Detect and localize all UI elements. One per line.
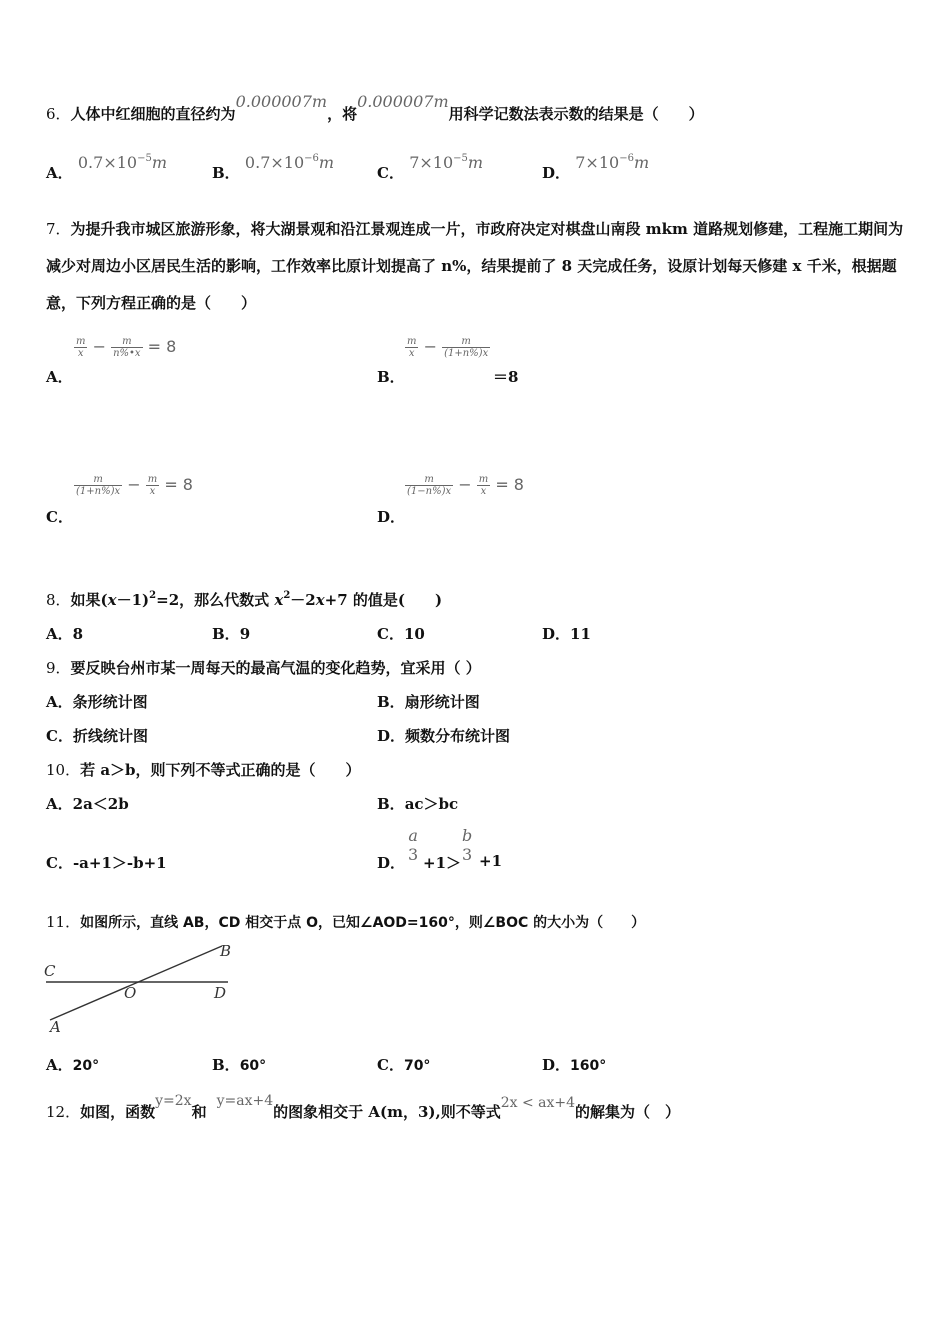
question-text: 如图，函数 <box>80 1103 156 1121</box>
question-number: 11． <box>46 913 81 931</box>
intersecting-lines-figure <box>44 940 240 1036</box>
option-label: A． <box>46 795 73 813</box>
exponent: 2 <box>149 590 157 601</box>
question-text: =2，那么代数式 <box>156 591 275 609</box>
option-label: C． <box>377 1056 404 1074</box>
option-label: D． <box>377 508 406 526</box>
operator: − <box>127 475 141 494</box>
fraction <box>146 474 159 497</box>
option-value: ac＞bc <box>404 795 459 813</box>
denominator: 3 <box>408 845 419 864</box>
option-label: B． <box>212 164 240 182</box>
right-hand-side: ＝8 <box>493 368 519 386</box>
question-text: 的图象相交于 A(m，3),则不等式 <box>273 1103 501 1121</box>
right-hand-side: = 8 <box>147 337 177 356</box>
option-label: A． <box>46 164 73 182</box>
fraction <box>111 336 142 359</box>
numerator: m <box>93 474 103 485</box>
operator-text: +1 <box>479 852 503 870</box>
math-expression <box>575 153 649 172</box>
denominator: 3 <box>462 845 473 864</box>
option-c <box>46 852 167 873</box>
variable: x <box>315 591 325 609</box>
fraction <box>74 474 122 497</box>
option-value: 8 <box>72 625 84 643</box>
numerator: m <box>461 336 471 347</box>
question-12 <box>46 1093 681 1122</box>
option-label: B． <box>377 795 405 813</box>
denominator: n%•x <box>113 348 141 359</box>
option-label: D． <box>542 164 571 182</box>
fraction <box>74 336 87 359</box>
label-b: B <box>220 942 232 960</box>
option-a <box>46 623 83 644</box>
option-value: 9 <box>239 625 251 643</box>
equation <box>74 336 176 359</box>
option-label: D． <box>542 1056 571 1074</box>
numerator: a <box>408 826 418 845</box>
option-b <box>377 793 458 814</box>
option-b <box>212 1054 266 1075</box>
option-b <box>212 623 250 644</box>
fraction <box>442 336 490 359</box>
option-value: 160° <box>570 1058 607 1074</box>
math-expression <box>78 153 167 172</box>
denominator: (1−n%)x <box>407 486 452 497</box>
option-value: 60° <box>239 1058 267 1074</box>
denominator: x <box>146 485 159 497</box>
label-a: A <box>50 1018 61 1036</box>
option-label: C． <box>46 854 73 872</box>
mantissa: 7×10 <box>409 153 454 172</box>
math-expression: y=2x <box>155 1093 192 1109</box>
operator-text: +1＞ <box>423 854 462 872</box>
denominator: (1+n%)x <box>444 348 489 359</box>
equation <box>405 474 524 497</box>
label-c: C <box>44 962 56 980</box>
numerator: m <box>424 474 434 485</box>
option-label: B． <box>212 1056 240 1074</box>
question-number: 9． <box>46 659 71 677</box>
unit: m <box>318 153 335 172</box>
question-10 <box>46 759 361 780</box>
equation <box>74 474 193 497</box>
variable: x <box>107 591 117 609</box>
option-d <box>542 623 591 644</box>
right-hand-side: = 8 <box>495 475 524 494</box>
question-7 <box>46 211 906 322</box>
option-label: C． <box>46 508 73 526</box>
mantissa: 7×10 <box>575 153 620 172</box>
exponent: −5 <box>453 153 468 164</box>
line-ab <box>50 946 222 1020</box>
label-d: D <box>214 984 227 1002</box>
operator: − <box>458 475 472 494</box>
option-value: 20° <box>72 1058 100 1074</box>
option-label: D． <box>542 625 571 643</box>
option-label: C． <box>377 625 404 643</box>
fraction <box>461 826 473 864</box>
equation <box>405 336 490 359</box>
right-hand-side: = 8 <box>164 475 193 494</box>
question-text: 如果( <box>70 591 108 609</box>
numerator: m <box>76 336 86 347</box>
option-label: A． <box>46 693 73 711</box>
unit: m <box>467 153 484 172</box>
option-value: -a+1＞-b+1 <box>72 854 167 872</box>
question-text: 人体中红细胞的直径约为 <box>70 105 236 123</box>
question-text: 的解集为（ ） <box>575 1103 681 1121</box>
fraction <box>405 474 453 497</box>
option-label: B． <box>212 625 240 643</box>
option-b <box>212 153 335 183</box>
numerator: b <box>462 826 473 845</box>
option-label: A． <box>46 625 73 643</box>
denominator: x <box>74 347 87 359</box>
denominator: x <box>405 347 418 359</box>
option-d <box>542 1054 606 1075</box>
question-text: －1) <box>116 591 150 609</box>
math-expression <box>245 153 334 172</box>
variable: x <box>274 591 284 609</box>
question-6 <box>46 92 704 124</box>
fraction <box>407 826 419 864</box>
question-text: 要反映台州市某一周每天的最高气温的变化趋势，宜采用（ ） <box>70 659 481 677</box>
numerator: m <box>122 336 132 347</box>
option-c <box>46 725 148 746</box>
fraction <box>405 336 418 359</box>
numerator: m <box>407 336 417 347</box>
mantissa: 0.7×10 <box>244 153 305 172</box>
denominator: x <box>477 485 490 497</box>
exponent: −5 <box>137 153 152 164</box>
question-text: 用科学记数法表示数的结果是（ ） <box>448 105 704 123</box>
option-b <box>377 691 480 712</box>
option-c <box>377 623 425 644</box>
numerator: m <box>478 474 489 485</box>
math-expression: 2x < ax+4 <box>500 1095 576 1111</box>
question-text: 若 a＞b，则下列不等式正确的是（ ） <box>80 761 361 779</box>
operator: − <box>92 337 106 356</box>
exponent: −6 <box>619 153 634 164</box>
option-value: 条形统计图 <box>72 693 148 711</box>
math-expression <box>409 153 483 172</box>
exponent: −6 <box>304 153 319 164</box>
option-label: C． <box>46 727 73 745</box>
option-value: 10 <box>403 625 425 643</box>
unit: m <box>151 153 168 172</box>
option-value: 折线统计图 <box>72 727 148 745</box>
question-11 <box>46 911 645 932</box>
question-9 <box>46 657 481 678</box>
question-text: 和 <box>191 1103 207 1121</box>
fraction <box>477 474 490 497</box>
question-text: 为提升我市城区旅游形象，将大湖景观和沿江景观连成一片，市政府决定对棋盘山南段 mkm 道路规划修建，工程施工期间为减少对周边小区居民生活的影响，工作效率比原计划提高了 n%，结果提前了 8 天完成任务，设原计划每天修建 x 千米，根据题意，下列方程正确的是（ ） <box>46 220 904 312</box>
option-c <box>377 153 484 183</box>
exponent: 2 <box>283 590 291 601</box>
label-o: O <box>124 984 137 1002</box>
option-value: 2a＜2b <box>72 795 129 813</box>
question-text: 如图所示，直线 AB，CD 相交于点 O，已知∠AOD=160°，则∠BOC 的大小为（ ） <box>80 915 646 931</box>
option-d <box>542 153 650 183</box>
option-c <box>377 1054 430 1075</box>
numerator: m <box>147 474 158 485</box>
math-expression: 0.000007m <box>357 92 449 111</box>
option-a <box>46 691 148 712</box>
question-8 <box>46 589 442 610</box>
option-label: A． <box>46 368 73 386</box>
option-value: 频数分布统计图 <box>405 727 511 745</box>
option-a <box>46 793 129 814</box>
math-expression: 0.000007m <box>235 92 328 111</box>
option-label: B． <box>377 368 405 386</box>
denominator: (1+n%)x <box>76 486 121 497</box>
question-number: 7． <box>46 220 71 238</box>
question-text: ，将 <box>327 105 358 123</box>
option-value: 70° <box>403 1058 431 1074</box>
mantissa: 0.7×10 <box>77 153 138 172</box>
option-label: C． <box>377 164 404 182</box>
option-a <box>46 153 168 183</box>
option-value: 11 <box>570 625 591 643</box>
option-d <box>377 725 510 746</box>
option-a <box>46 1054 99 1075</box>
question-number: 8． <box>46 591 71 609</box>
question-number: 10． <box>46 761 81 779</box>
unit: m <box>633 153 650 172</box>
option-value: 扇形统计图 <box>404 693 480 711</box>
option-label: B． <box>377 693 405 711</box>
math-expression: y=ax+4 <box>216 1093 274 1109</box>
option-label: D． <box>377 854 406 872</box>
option-label: A． <box>46 1056 73 1074</box>
option-label: D． <box>377 727 406 745</box>
operator: − <box>423 337 437 356</box>
question-text: +7 的值是( ) <box>324 591 443 609</box>
question-number: 6． <box>46 105 71 123</box>
question-number: 12． <box>46 1103 81 1121</box>
question-text: －2 <box>290 591 316 609</box>
